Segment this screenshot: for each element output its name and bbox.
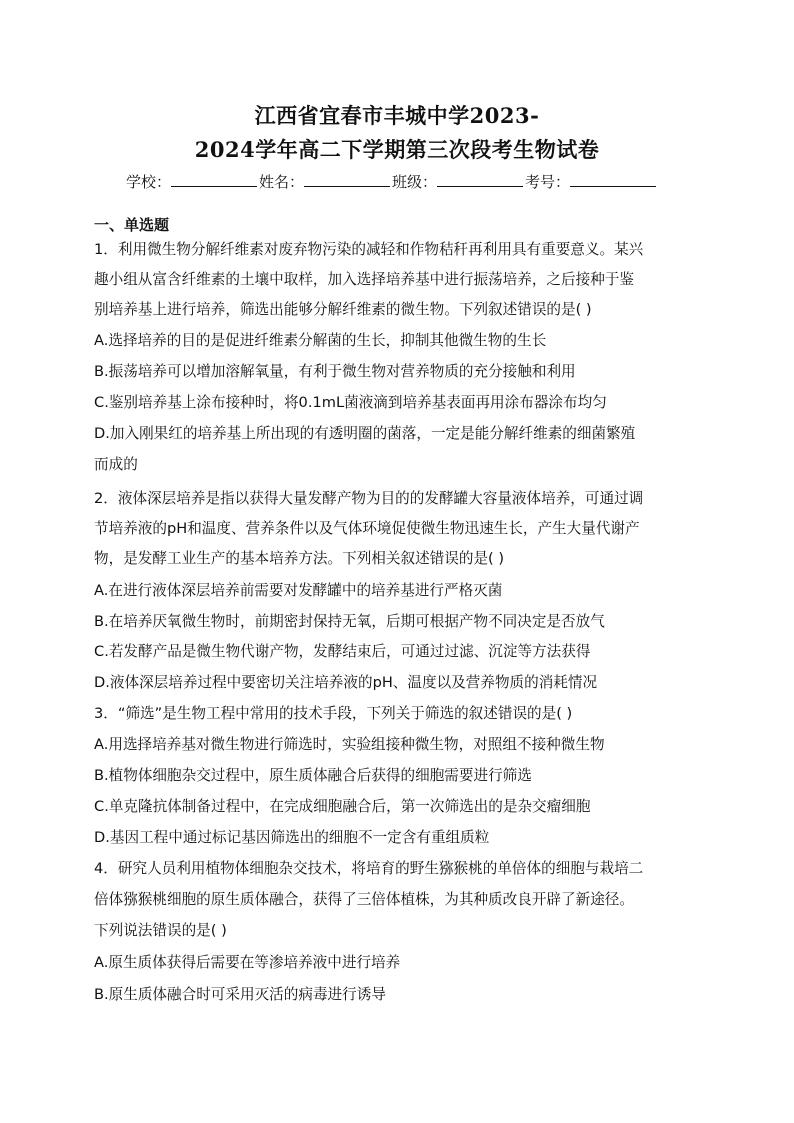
school-field [126, 171, 259, 192]
option-line: A.用选择培养基对微生物进行筛选时，实验组接种微生物，对照组不接种微生物 [94, 736, 605, 753]
option-line: D.基因工程中通过标记基因筛选出的细胞不一定含有重组质粒 [94, 829, 490, 846]
class-label: 班级： [392, 173, 438, 191]
class-blank[interactable] [437, 172, 523, 187]
text-line: 节培养液的pH和温度、营养条件以及气体环境促使微生物迅速生长，产生大量代谢产 [94, 520, 640, 537]
text-line: 物，是发酵工业生产的基本培养方法。下列相关叙述错误的是( ) [94, 550, 505, 567]
school-blank[interactable] [171, 172, 257, 187]
text-line: 2．液体深层培养是指以获得大量发酵产物为目的的发酵罐大容量液体培养，可通过调 [94, 490, 644, 507]
name-blank[interactable] [304, 172, 390, 187]
option-line: B.在培养厌氧微生物时，前期密封保持无氧，后期可根据产物不同决定是否放气 [94, 613, 605, 630]
option-line: A.在进行液体深层培养前需要对发酵罐中的培养基进行严格灭菌 [94, 582, 503, 599]
class-field [392, 171, 525, 192]
option-line: 而成的 [94, 456, 138, 473]
text-line: 4．研究人员利用植物体细胞杂交技术，将培育的野生猕猴桃的单倍体的细胞与栽培二 [94, 860, 644, 877]
text-line: 下列说法错误的是( ) [94, 922, 227, 939]
option-line: C.鉴别培养基上涂布接种时，将0.1mL菌液滴到培养基表面再用涂布器涂布均匀 [94, 394, 607, 411]
option-line: C.单克隆抗体制备过程中，在完成细胞融合后，第一次筛选出的是杂交瘤细胞 [94, 798, 591, 815]
exam-no-blank[interactable] [570, 172, 656, 187]
exam-title-line2: 2024学年高二下学期第三次段考生物试卷 [194, 137, 600, 162]
exam-no-field [525, 171, 658, 192]
text-line: 倍体猕猴桃细胞的原生质体融合，获得了三倍体植株，为其种质改良开辟了新途径。 [94, 891, 634, 908]
text-line: 别培养基上进行培养，筛选出能够分解纤维素的微生物。下列叙述错误的是( ) [94, 301, 592, 318]
school-label: 学校： [126, 173, 172, 191]
option-line: A.原生质体获得后需要在等渗培养液中进行培养 [94, 954, 401, 971]
text-line: 3．“筛选”是生物工程中常用的技术手段，下列关于筛选的叙述错误的是( ) [94, 705, 573, 722]
section-heading: 一、单选题 [94, 216, 170, 234]
student-info-row [126, 171, 686, 192]
exam-title-line1: 江西省宜春市丰城中学2023- [254, 103, 540, 128]
exam-no-label: 考号： [525, 173, 571, 191]
option-line: B.原生质体融合时可采用灭活的病毒进行诱导 [94, 986, 386, 1003]
option-line: B.植物体细胞杂交过程中，原生质体融合后获得的细胞需要进行筛选 [94, 767, 532, 784]
option-line: B.振荡培养可以增加溶解氧量，有利于微生物对营养物质的充分接触和利用 [94, 363, 576, 380]
name-label: 姓名： [259, 173, 305, 191]
option-line: D.加入刚果红的培养基上所出现的有透明圈的菌落，一定是能分解纤维素的细菌繁殖 [94, 425, 636, 442]
text-line: 1．利用微生物分解纤维素对废弃物污染的减轻和作物秸秆再利用具有重要意义。某兴 [94, 241, 644, 258]
option-line: A.选择培养的目的是促进纤维素分解菌的生长，抑制其他微生物的生长 [94, 332, 547, 349]
option-line: D.液体深层培养过程中要密切关注培养液的pH、温度以及营养物质的消耗情况 [94, 674, 598, 691]
option-line: C.若发酵产品是微生物代谢产物，发酵结束后，可通过过滤、沉淀等方法获得 [94, 643, 591, 660]
name-field [259, 171, 392, 192]
text-line: 趣小组从富含纤维素的土壤中取样，加入选择培养基中进行振荡培养，之后接种于鉴 [94, 271, 634, 288]
